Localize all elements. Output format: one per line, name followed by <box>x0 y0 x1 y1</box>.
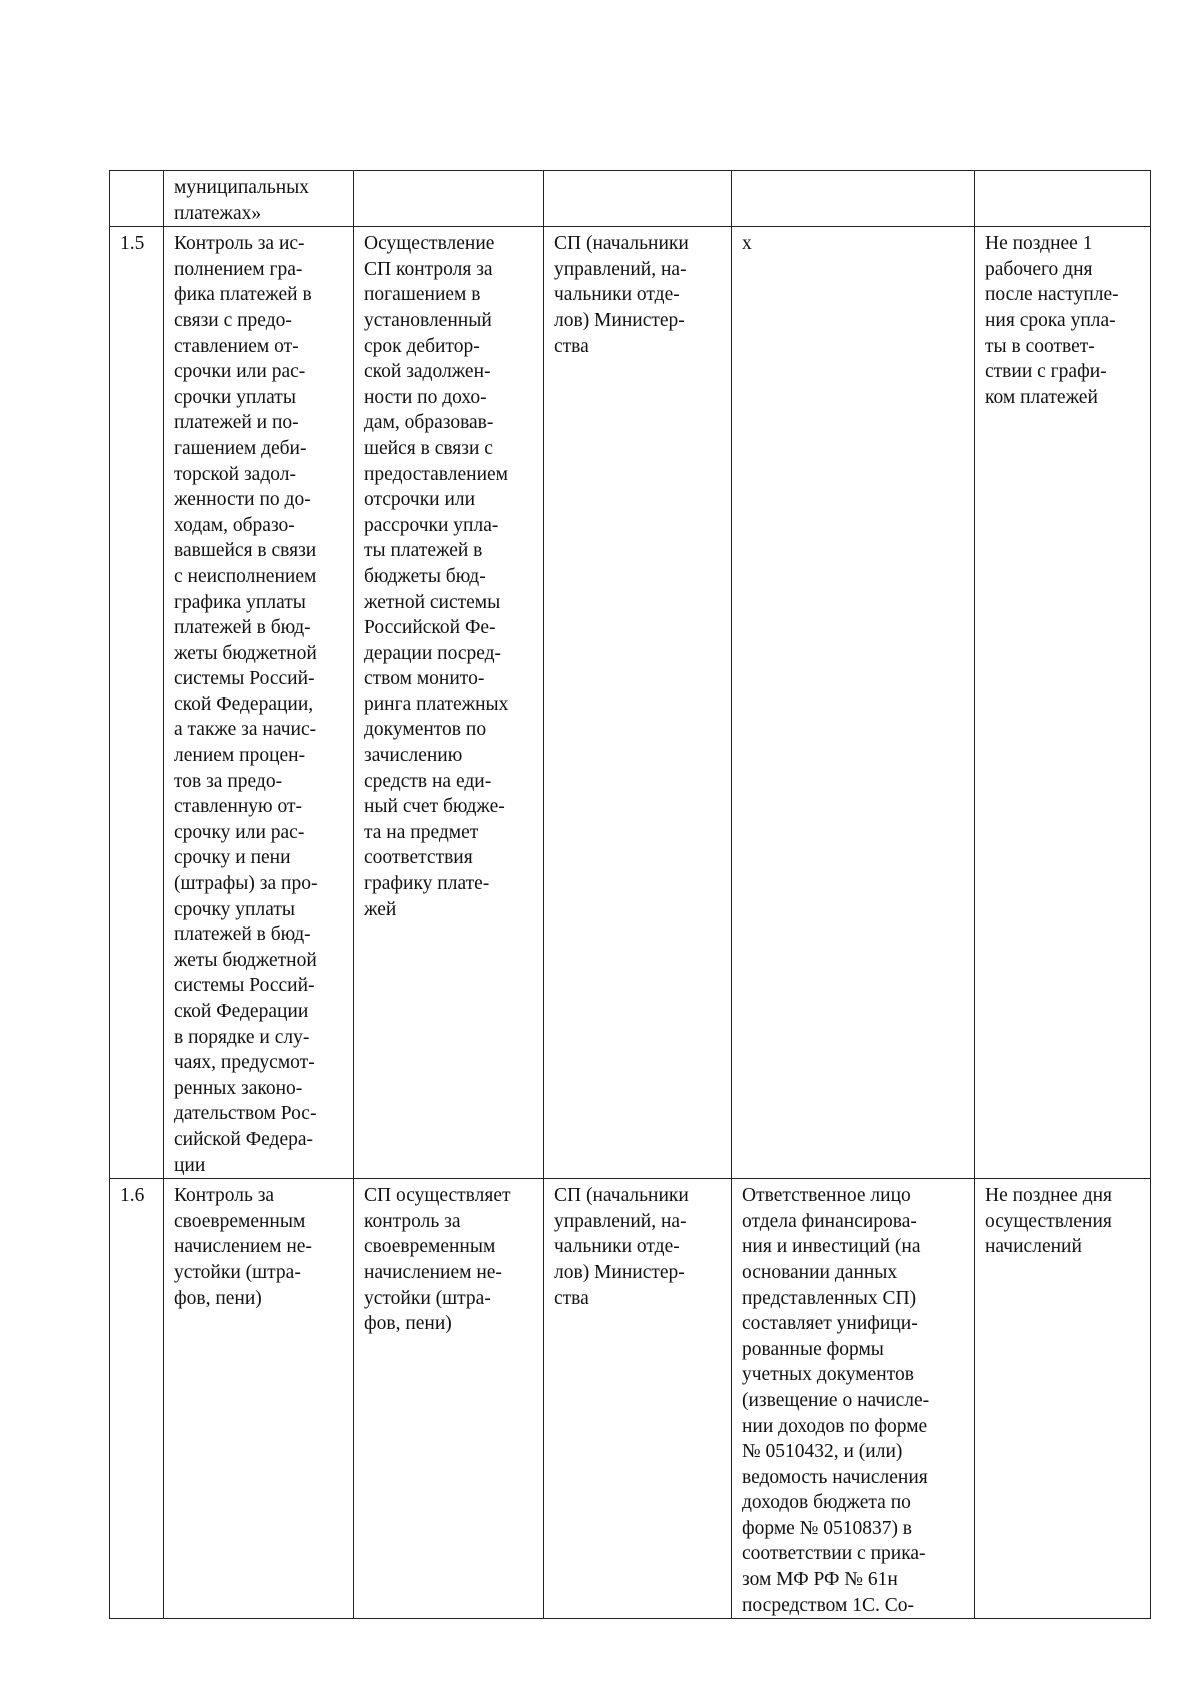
document-cell: Ответственное лицо отдела финансирова- ния и инвестиций (на основании данных представленных СП) составляет унифици- рованные формы учетных документов (извещение о начисле- нии доходов по форме № 0510432, и (или) ведомость начисления доходов бюджета по форме № 0510837) в соответствии с прика- зом МФ РФ № 61н посредством 1С. Со- <box>732 1179 975 1619</box>
document-cell <box>732 171 975 227</box>
document-table <box>109 170 1151 1619</box>
row-number-cell: 1.5 <box>110 227 164 1179</box>
measure-name-cell: Контроль за своевременным начислением не- устойки (штра- фов, пени) <box>164 1179 354 1619</box>
deadline-cell <box>975 171 1151 227</box>
table-row <box>110 227 1151 1179</box>
row-number-cell: 1.6 <box>110 1179 164 1619</box>
measure-name-cell: муниципальных платежах» <box>164 171 354 227</box>
table-row <box>110 1179 1151 1619</box>
row-number-cell <box>110 171 164 227</box>
table-row <box>110 171 1151 227</box>
responsible-cell: СП (начальники управлений, на- чальники отде- лов) Министер- ства <box>544 1179 732 1619</box>
document-cell: х <box>732 227 975 1179</box>
measure-description-cell <box>354 171 544 227</box>
deadline-cell: Не позднее 1 рабочего дня после наступле- ния срока упла- ты в соответ- ствии с графи- ком платежей <box>975 227 1151 1179</box>
measure-description-cell: СП осуществляет контроль за своевременным начислением не- устойки (штра- фов, пени) <box>354 1179 544 1619</box>
responsible-cell: СП (начальники управлений, на- чальники отде- лов) Министер- ства <box>544 227 732 1179</box>
deadline-cell: Не позднее дня осуществления начислений <box>975 1179 1151 1619</box>
measure-name-cell: Контроль за ис- полнением гра- фика платежей в связи с предо- ставлением от- срочки или рас- срочки уплаты платежей и по- гашением деби- торской задол- женности по до- ходам, образо- вавшейся в связи с неисполнением графика уплаты платежей в бюд- жеты бюджетной системы Россий- ской Федерации, а также за начис- лением процен- тов за предо- ставленную от- срочку или рас- срочку и пени (штрафы) за про- срочку уплаты платежей в бюд- жеты бюджетной системы Россий- ской Федерации в порядке и слу- чаях, предусмот- ренных законо- дательством Рос- сийской Федера- ции <box>164 227 354 1179</box>
measure-description-cell: Осуществление СП контроля за погашением в установленный срок дебитор- ской задолжен- ности по дохо- дам, образовав- шейся в связи с предоставлением отсрочки или рассрочки упла- ты платежей в бюджеты бюд- жетной системы Российской Фе- дерации посред- ством монито- ринга платежных документов по зачислению средств на еди- ный счет бюдже- та на предмет соответствия графику плате- жей <box>354 227 544 1179</box>
responsible-cell <box>544 171 732 227</box>
